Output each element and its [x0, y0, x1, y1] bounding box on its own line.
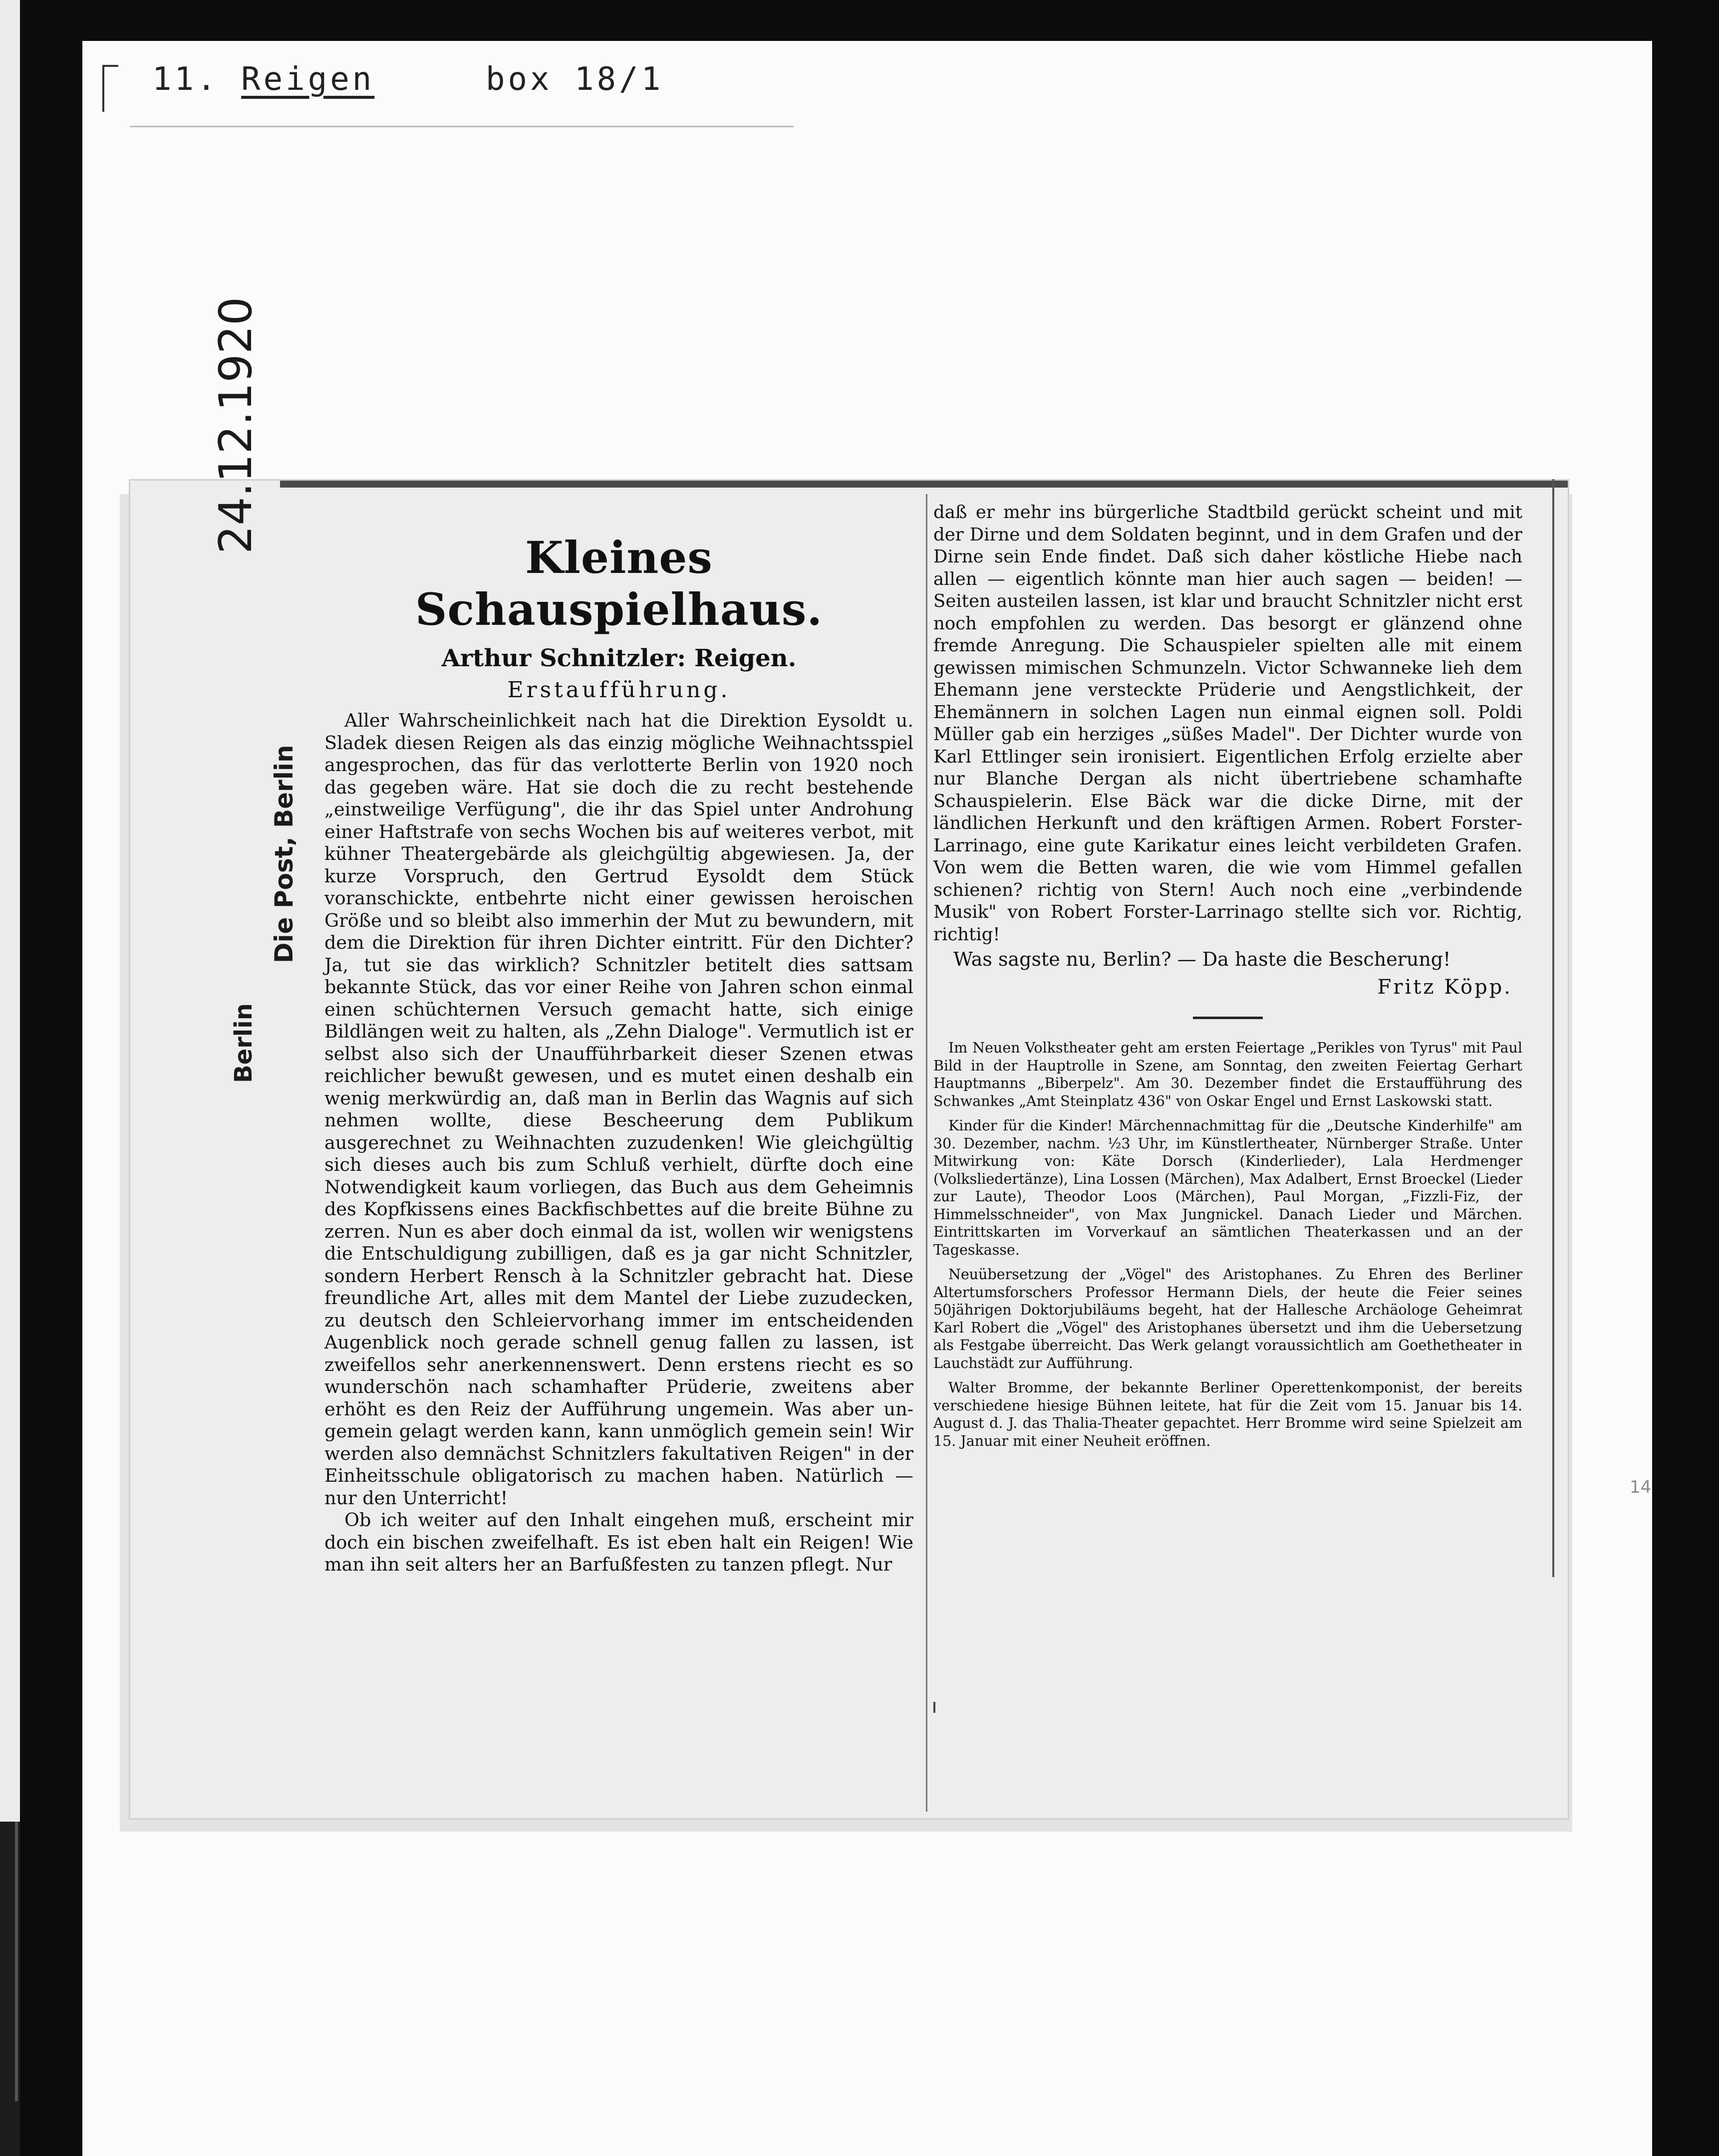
notice-item: Kinder für die Kinder! Märchennachmittag für die „Deutsche Kinderhilfe" am 30. Dezember, nachm. ½3 Uhr, im Künstlertheater, Nürnberger Straße. Unter Mitwirkung von: Käte Dorsch (Kinderlieder), Lala Herdmenger (Volksliedertänze), Lina Lossen (Märchen), Max Adalbert, Ernst Broeckel (Lieder zur Laute), Theodor Loos (Märchen), Paul Morgan, „Fizzli-Fiz, der Himmelsschneider", von Max Jungnickel. Danach Lieder und Märchen. Eintrittskarten im Vorverkauf an sämtlichen Theaterkassen und an der Tageskasse. [933, 1117, 1522, 1258]
file-number: 11. [152, 61, 219, 98]
article-left-column [324, 532, 913, 1576]
margin-note: 14 [1630, 1477, 1652, 1497]
article-headline: Kleines Schauspielhaus. [415, 532, 823, 635]
source-stamp: Die Post, Berlin [270, 745, 298, 963]
article-paragraph: Aller Wahrscheinlichkeit nach hat die Direktion Eysoldt u. Sladek diesen Reigen als das einzig mögliche Weihnachtsspiel angesprochen, das für das verlotterte Berlin von 1920 noch das gegeben wäre. Hat sie doch die zu recht bestehende „einstweilige Verfügung", die ihr das Spiel unter Androhung einer Haftstrafe von sechs Wochen bis auf weiteres verbot, mit kühner Theatergebärde als gleichgültig abgewiesen. Ja, der kurze Vorspruch, den Gertrud Eysoldt dem Stück voranschickte, entbehrte nicht einer gewissen heroischen Größe und so bleibt also immerhin der Mut zu bewundern, mit dem die Direktion für ihren Dichter eintritt. Für den Dichter? Ja, tut sie das wirklich? Schnitzler betitelt dies sattsam bekannte Stück, das vor einer Reihe von Jahren schon einmal einen schüchternen Versuch gemacht hatte, sich einige Bildlängen weit zu halten, als „Zehn Dialoge". Vermutlich ist er selbst also sich der Unaufführbarkeit dieser Szenen etwas reichlicher bewußt gewesen, und es mutet einen deshalb ein wenig merkwürdig an, daß man in Berlin das Wagnis auf sich nehmen wollte, diese Bescheerung dem Publikum ausgerechnet zu Weihnachten zuzudenken! Wie gleichgültig sich dieses auch bis zum Schluß verhielt, dürfte doch eine Notwendigkeit kaum vorliegen, das Buch aus dem Geheimnis des Kopfkissens eines Backfischbettes auf die breite Bühne zu zerren. Nun es aber doch einmal da ist, wollen wir wenigstens die Entschuldigung zubilligen, daß es ja gar nicht Schnitzler, sondern Herbert Rensch à la Schnitzler gebracht hat. Diese freundliche Art, alles mit dem Mantel der Liebe zuzudecken, zu deutsch den Schleiervorhang immer im entscheidenden Augenblick noch gerade schnell genug fallen zu lassen, ist zweifellos sehr anerkennenswert. Denn erstens riecht es so wunderschön nach schamhafter Prüderie, zweitens aber erhöht es den Reiz der Aufführung ungemein. Was aber un-gemein gelagt werden kann, kann unmöglich gemein sein! Wir werden also demnächst Schnitzlers fakultativen Reigen" in der Einheitsschule obligatorisch zu machen haben. Natürlich — nur den Unterricht! [324, 710, 913, 1509]
article-signature: Fritz Köpp. [1377, 976, 1512, 999]
article-subtitle: Erstaufführung. [507, 677, 731, 703]
file-title: Reigen [241, 61, 375, 98]
notice-item: Neuübersetzung der „Vögel" des Aristophanes. Zu Ehren des Berliner Altertumsforschers Professor Hermann Diels, der heute die Feier seines 50jährigen Doktorjubiläums begeht, hat der Hallesche Archäologe Geheimrat Karl Robert die „Vögel" des Aristophanes übersetzt und ihm die Uebersetzung als Festgabe überreicht. Das Werk gelangt voraussichtlich am Goethetheater in Lauchstädt zur Aufführung. [933, 1266, 1522, 1371]
article-right-column [933, 502, 1522, 1457]
clipping-top-rule [280, 481, 1568, 488]
article-subhead: Arthur Schnitzler: Reigen. [441, 644, 797, 672]
article-paragraph: Ob ich weiter auf den Inhalt eingehen muß, erscheint mir doch ein bischen zweifelhaft. Es ist eben halt ein Reigen! Wie man ihn seit alters her an Barfußfesten zu tanzen pflegt. Nur [324, 1509, 913, 1575]
source-stamp-partial: Berlin [230, 1003, 258, 1083]
clipping-mark [933, 1702, 935, 1713]
file-label [152, 61, 663, 98]
file-box: box 18/1 [485, 61, 664, 98]
clipping-right-edge [1552, 479, 1554, 1577]
column-divider [926, 494, 927, 1812]
notice-item: Walter Bromme, der bekannte Berliner Operettenkomponist, der bereits verschiedene hiesige Bühnen leitete, hat für die Zeit vom 15. Januar bis 14. August d. J. das Thalia-Theater gepachtet. Herr Bromme wird seine Spielzeit am 15. Januar mit einer Neuheit eröffnen. [933, 1379, 1522, 1449]
notice-item: Im Neuen Volkstheater geht am ersten Feiertage „Perikles von Tyrus" mit Paul Bild in der Hauptrolle in Szene, am Sonntag, den zweiten Feiertag Gerhart Hauptmanns „Biberpelz". Am 30. Dezember findet die Erstaufführung des Schwankes „Amt Steinplatz 436" von Oskar Engel und Ernst Laskowski statt. [933, 1040, 1522, 1109]
date-stamp: 24.12.1920 [210, 296, 262, 554]
article-closing-line: Was sagste nu, Berlin? — Da haste die Bescherung! [953, 948, 1451, 970]
article-paragraph-continued: daß er mehr ins bürgerliche Stadtbild gerückt scheint und mit der Dirne und dem Soldaten beginnt, und in dem Grafen und der Dirne sein Ende findet. Daß sich daher köstliche Hiebe nach allen — eigentlich könnte man hier auch sagen — beiden! — Seiten austeilen lassen, ist klar und braucht Schnitzler nicht erst noch empfohlen zu werden. Das besorgt er glänzend ohne fremde Anregung. Die Schauspieler spielten alle mit einem gewissen mimischen Schmunzeln. Victor Schwanneke lieh dem Ehemann jene versteckte Prüderie und Aengstlichkeit, der Ehemännern in solchen Lagen nun einmal eignen soll. Poldi Müller gab ein herziges „süßes Madel". Der Dichter wurde von Karl Ettlinger sein ironisiert. Eigentlichen Erfolg erzielte aber nur Blanche Dergan als nicht übertriebene schamhafte Schauspielerin. Else Bäck war die dicke Dirne, mit der ländlichen Herkunft und den kräftigen Armen. Robert Forster-Larrinago, eine gute Karikatur eines leicht verbildeten Grafen. Von wem die Betten waren, die wie vom Himmel gefallen schienen? richtig von Stern! Auch noch eine „verbindende Musik" von Robert Forster-Larrinago stellte sich vor. Richtig, richtig! [933, 502, 1522, 945]
film-edge-mark [15, 1822, 18, 2101]
corner-mark [102, 65, 118, 112]
label-rule [130, 126, 794, 127]
section-rule [1193, 1017, 1263, 1019]
